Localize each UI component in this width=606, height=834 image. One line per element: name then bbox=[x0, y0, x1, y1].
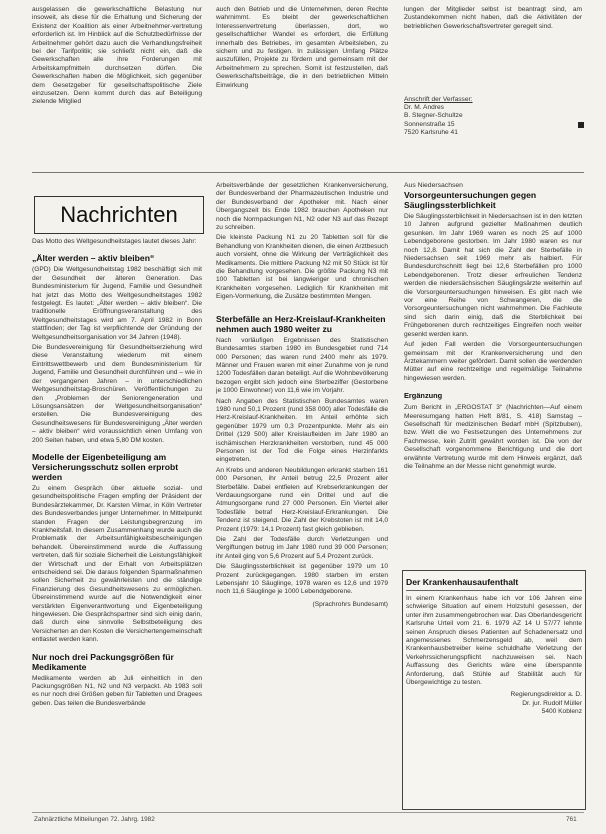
article-paragraph: Die Zahl der Todesfälle durch Verletzungen und Vergiftungen betrug im Jahr 1980 rund 39 000 Personen; ihr Anteil ging von 5,6 Prozent auf 5,4 Prozent zurück. bbox=[216, 536, 388, 560]
section-title: Nachrichten bbox=[60, 202, 178, 227]
article-source: (Sprachrohrs Bundesamt) bbox=[312, 600, 388, 608]
article-paragraph: Zum Bericht in „ERGOSTAT 3“ (Nachrichten—Auf einem Meeresumgang hatten Heft 8/81, S. 418) Samstag – Gesellschaft für medizinischen Bedarf mbH (Spitzbuben), bzw. Welt die wo Festsetzungen des Unternehmens zur Fachmesse, kein Zutritt gewährt worden ist. Die von der Gesellschaft vorgenommene Berichtigung und die dort erwähnte Vertretung wurde mit dem Hinweis ergänzt, daß die Teilnahme an der Messe nicht genehmigt wurde. bbox=[404, 404, 582, 470]
footer-publication: Zahnärztliche Mitteilungen 72. Jahrg. 1982 bbox=[34, 816, 155, 823]
author-line: 7520 Karlsruhe 41 bbox=[404, 128, 458, 136]
section-divider bbox=[32, 172, 584, 173]
boxed-article bbox=[402, 570, 586, 810]
article-paragraph: Nach Angaben des Statistischen Bundesamtes waren 1980 rund 50,1 Prozent (rund 358 000) aller Todesfälle die Herz-Kreislauf-Krankheiten. Im Anteil erhöhte sich gegenüber 1979 um 0,3 Prozentpunkte. Mehr als ein Drittel (129 500) aller Kreislaufleiden im Jahr 1980 an ischämischen Herzkrankheiten verstorben, rund 45 000 Personen ist der Tod die Folge eines Herzinfarkts eingetreten. bbox=[216, 397, 388, 464]
headline-rule bbox=[406, 590, 582, 591]
author-line: Dr. M. Andres bbox=[404, 104, 444, 112]
article-paragraph: Zu einem Gespräch über aktuelle sozial- und gesundheitspolitische Fragen empfing der Präsident der Bundesärztekammer, Dr. Karsten Vilmar, in Köln Vertreter des Bundesverbandes junger Unternehmer. In Mittelpunkt standen Fragen der Leistungsbegrenzung im Krankheitsfall. In diesem Zusammenhang wurde auch die Problematik der Arbeitsunfähigkeitsbescheinigungen behandelt. Übereinstimmend wurde die Auffassung vertreten, daß für soziale Sicherheit die Leistungsfähigkeit der Wirtschaft und der Erhalt von Arbeitsplätzen entscheidend sei. Die daraus folgenden Sparmaßnahmen sollen Sicherheit zu gewährleisten und die ständige Finanzierung des Gesundheitswesens zu ermöglichen. Übereinstimmend wurde auf die Notwendigkeit einer verstärkten Eigenverantwortung und Eigenbeteiligung hingewiesen. Die Gesprächspartner sind sich einig darin, daß durch eine sinnvolle Selbstbeteiligung des Versicherten an den Kosten die Versichertengemeinschaft entlastet werden kann. bbox=[32, 484, 202, 644]
end-square-icon bbox=[578, 122, 584, 128]
article-paragraph: In einem Krankenhaus habe ich vor 106 Jahren eine schwierige Situation auf einem Holzstuhl gesessen, der unter ihm zusammengebrochen war. Das Oberlandesgericht Karlsruhe Urteil vom 21. 6. 1979 AZ 14 U 57/77 lehnte seinen Anspruch dieses Patienten auf Schadenersatz und angemessenes Schmerzensgeld ab, weil dem Krankenhausbetreiber keine schuldhafte Verletzung der Verkehrssicherungspflicht nachzuweisen sei. Nach Auffassung des Gerichts wäre eine überspannte Anforderung, daß Stühle auf Stabilität auch für Übergewichtige zu testen. bbox=[406, 595, 582, 687]
article-headline: Ergänzung bbox=[404, 391, 443, 401]
article-paragraph: (GPD) Die Weltgesundheitstag 1982 beschäftigt sich mit der Gesundheit der älteren Generation. Das Bundesministerium für Jugend, Familie und Gesundheit hat jetzt das Motto des Weltgesundheitstages 1982 festgelegt. Es lautet: „Älter werden – aktiv bleiben“. Die traditionelle Eröffnungsveranstaltung des Weltgesundheitstages wird am 7. April 1982 in Bonn stattfinden; der Tag ist verpflichtende der Gründung der Weltgesundheitsorganisation vor 34 Jahren (1948). bbox=[32, 266, 202, 341]
signature-line: Regierungsdirektor a. D. bbox=[510, 691, 582, 699]
author-line: Sonnenstraße 15 bbox=[404, 120, 455, 128]
author-label: Anschrift der Verfasser: bbox=[404, 96, 473, 103]
article-paragraph: Die kleinste Packung N1 zu 20 Tabletten soll für die Behandlung von Krankheiten dienen, die einen Arztbesuch auch vorsieht, ohne die Wirkung der Verträglichkeit des Medikaments. Die mittlere Packung N2 mit 50 Stück ist für die Behandlung vorgesehen. Die größte Packung N3 mit 100 Tabletten ist bei langwieriger und chronischen Krankheiten vorgesehen. Lediglich für Krankheiten mit Eigen-Vormerkung, die Zusätze bestimmten Mengen. bbox=[216, 234, 388, 301]
article-paragraph: An Krebs und anderen Neubildungen erkrankt starben 161 000 Personen, ihr Anteil betrug 22,5 Prozent aller Sterbefälle. Dabei entfielen auf Krebserkrankungen der Verdauungsorgane rund ein Drittel und auf die Atmungsorgane rund 27 000 Personen. Ein Viertel aller Todesfälle betraf Herz-Kreislauf-Erkrankungen. Die Tendenz ist steigend. Die Zahl der Krebstoten ist mit 14,0 Prozent (1979: 14,1 Prozent) fast gleich geblieben. bbox=[216, 466, 388, 533]
intro-text: Das Motto des Weltgesundheitstages lautet dieses Jahr: bbox=[32, 238, 197, 245]
signature-line: Dr. jur. Rudolf Müller bbox=[522, 699, 582, 707]
top-column-1 bbox=[32, 6, 202, 160]
news-column-1 bbox=[32, 238, 202, 808]
article-paragraph: Die Bundesvereinigung für Gesundheitserziehung wird diese Veranstaltung wiederum mit einem Eintrittswettbewerb und dem Bundesministerium für Jugend, Familie und Gesundheit durchführen und – wie in der vergangenen Jahren – in unterschiedlichen Weltgesundheitstag-Broschüren. Veröffentlichungen zu den „Problemen der Seniorengeneration und Lösungsansätzen der Weltgesundheitsorganisation“ erstellen. Die Bundesvereinigung des Gesundheitswesens für Bundesvereinigung „Älter werden – aktiv bleiben“ wird voraussichtlich einen Umfang von 200 Seiten haben, und etwa 5,80 DM kosten. bbox=[32, 344, 202, 444]
top-column-3 bbox=[404, 6, 582, 62]
article-paragraph: Auf jeden Fall werden die Vorsorgeuntersuchungen gemeinsam mit der Krankenversicherung und den Ärztekammern weiter gefördert. Damit sollen die werdenden Mütter auf eine rechtzeitige und regelmäßige Teilnahme hingewiesen werden. bbox=[404, 341, 582, 382]
article-headline: Der Krankenhausaufenthalt bbox=[406, 577, 519, 587]
news-column-2 bbox=[216, 182, 388, 808]
author-line: B. Stegner-Schultze bbox=[404, 112, 463, 120]
footer-divider bbox=[32, 812, 584, 813]
article-paragraph: Nach vorläufigen Ergebnissen des Statistischen Bundesamtes starben 1980 im Bundesgebiet rund 714 000 Personen; das waren rund 2400 mehr als 1979. Männer und Frauen waren mit einer Zunahme von je rund 1200 Todesfällen daran beteiligt. Auf die Wohnbevölkerung bezogen ergibt sich jedoch eine Sterbeziffer (Gestorbene je 1000 Einwohner) von 11,6 wie im Vorjahr. bbox=[216, 336, 388, 395]
article-headline: Sterbefälle an Herz-Kreislauf-Krankheiten nehmen auch 1980 weiter zu bbox=[216, 313, 386, 334]
top-paragraph: auch den Betrieb und die Unternehmen, deren Rechte wahrnimmt. Es bleibt der gewerkschaftlichen Interessenvertretung überlassen, dort, wo gesellschaftlicher Wandel es erfordert, die Erfüllung innerhalb des Betriebes, im gesamten Arbeitsleben, zu sichern und zu festigen. In zulässigen Umfang Plätze auszufüllen, Projekte zu fördern und gemeinsam mit der Arbeitnehmern zu sprechen. Somit ist festzustellen, daß Gewerkschaftsbeiträge, die in den betrieblichen Mitteln Einwirkung bbox=[216, 6, 388, 89]
article-headline: Nur noch drei Packungsgrößen für Medikamente bbox=[32, 651, 174, 672]
article-paragraph: Medikamente werden ab Juli einheitlich in den Packungsgrößen N1, N2 und N3 verpackt. Ab 1983 soll es nur noch drei Größen geben für Tabletten und Dragees geben. Das teilen die Bundesverbände bbox=[32, 674, 202, 707]
article-headline: Modelle der Eigenbeteiligung am Versicherungsschutz sollen erprobt werden bbox=[32, 451, 179, 482]
article-headline: „Älter werden – aktiv bleiben“ bbox=[32, 253, 155, 264]
article-kicker: Aus Niedersachsen bbox=[404, 182, 463, 189]
section-title-box bbox=[34, 196, 204, 234]
top-paragraph: ausgelassen die gewerkschaftliche Belastung nur insoweit, als diese für die Erhaltung und Sicherung der Existenz der Koalition als einer Arbeitnehmer-vertretung erforderlich ist. Im Hinblick auf die Schutzbedürfnisse der Arbeitnehmer gehört dazu auch die Verhandlungsfreiheit bei der Tarifpolitik; sie schließt nicht ein, daß die Gewerkschaften alle ihre Forderungen mit Arbeitskampfmitteln durchsetzen dürfen. Die Gewerkschaften haben die Möglichkeit, sich gegenüber dem Gesetzgeber für gesellschaftspolitische Ziele einzusetzen. Denn kommt durch das auf Beteiligung zielende Mitglied bbox=[32, 6, 202, 106]
page-number: 761 bbox=[566, 816, 577, 823]
news-column-3-upper bbox=[404, 182, 582, 542]
article-paragraph: Arbeitsverbände der gesetzlichen Krankenversicherung, der Bundesverband der Pharmazeutischen Industrie und der Bundesverband der Apotheker mit. Nach einer Übergangszeit bis Ende 1982 brauchen Apotheken nur noch die Normpackungen N1, N2 oder N3 auf das Rezept zu schreiben. bbox=[216, 182, 388, 232]
article-paragraph: Die Säuglingssterblichkeit in Niedersachsen ist in den letzten 10 Jahren aufgrund gezielter Maßnahmen deutlich gesunken. Im Jahr 1969 waren es noch 25 auf 1000 Lebendgeborene gestorben. Im Jahr 1980 waren es nur noch 12,8. Damit hat sich die Zahl der Sterbefälle in Niedersachsen seit 1969 mehr als halbiert. Für Bundesdurchschnitt liegt bei 12,6 Sterbefällen pro 1000 Lebendgeborenen. Trotz dieser erfreulichen Tendenz werden die niedersächsischen Säuglingsärzte weiterhin auf die Vorsorgeuntersuchungen hinweisen. Es gibt nach wie vor eine Reihe von Schwangeren, die die Vorsorgeuntersuchungen nicht wahrnehmen. Die Fachleute sind sich darin einig, daß die Sterblichkeit bei Frühgeborenen durch rechtzeitiges Eingreifen noch weiter gesenkt werden kann. bbox=[404, 213, 582, 338]
top-paragraph: lungen der Mitglieder selbst ist beantragt sind, am Zustandekommen nicht haben, daß die Aktivitäten der betrieblichen Gewerkschaftsvertreter geregelt sind. bbox=[404, 6, 582, 30]
signature-line: 5400 Koblenz bbox=[541, 708, 582, 716]
article-paragraph: Die Säuglingssterblichkeit ist gegenüber 1979 um 10 Prozent zurückgegangen. 1980 starben im ersten Lebensjahr 10 Säuglinge, 1978 waren es 12,6 und 1979 noch 11,6 Säuglinge je 1000 Lebendgeborene. bbox=[216, 563, 388, 596]
top-column-2 bbox=[216, 6, 388, 160]
author-address bbox=[404, 96, 582, 156]
article-headline: Vorsorgeuntersuchungen gegen Säuglingssterblichkeit bbox=[404, 190, 537, 210]
